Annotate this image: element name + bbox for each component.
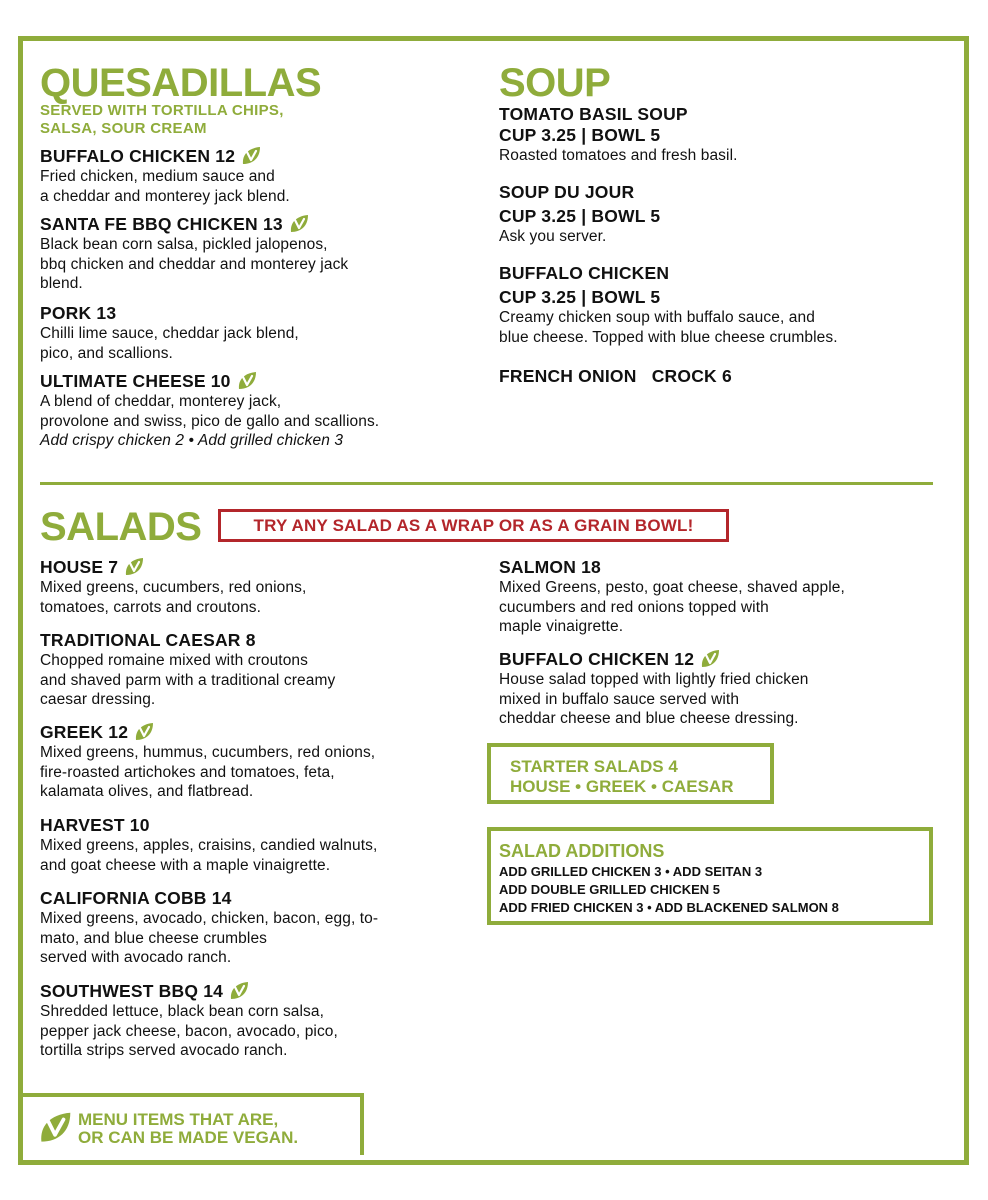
menu-item: [40, 888, 378, 968]
item-addons: Add crispy chicken 2 • Add grilled chicken 3: [40, 432, 344, 450]
menu-item: [499, 649, 809, 729]
item-name: CALIFORNIA COBB 14: [40, 888, 232, 908]
item-description: Mixed greens, cucumbers, red onions, tomatoes, carrots and croutons.: [40, 579, 307, 616]
menu-item: [40, 214, 348, 294]
item-name: HARVEST 10: [40, 815, 150, 835]
item-description: Creamy chicken soup with buffalo sauce, and blue cheese. Topped with blue cheese crumbles.: [499, 309, 838, 346]
vegan-legend-text: MENU ITEMS THAT ARE, OR CAN BE MADE VEGAN.: [78, 1110, 299, 1147]
item-name: SOUP DU JOUR: [499, 182, 635, 202]
item-description: House salad topped with lightly fried chicken mixed in buffalo sauce served with cheddar cheese and blue cheese dressing.: [499, 671, 809, 728]
starter-salads-price: STARTER SALADS 4: [510, 757, 678, 776]
vegan-leaf-icon: [134, 722, 154, 742]
item-description: Chopped romaine mixed with croutons and shaved parm with a traditional creamy caesar dressing.: [40, 652, 336, 709]
menu-item: [499, 182, 660, 247]
menu-item: [40, 815, 377, 875]
menu-item: [499, 263, 838, 347]
item-description: Chilli lime sauce, cheddar jack blend, pico, and scallions.: [40, 325, 299, 362]
item-name: HOUSE 7: [40, 557, 119, 577]
quesadillas-title: QUESADILLAS: [40, 61, 322, 105]
vegan-leaf-icon: [289, 214, 309, 234]
salad-additions-box: [487, 827, 933, 925]
addition-line: ADD FRIED CHICKEN 3 • ADD BLACKENED SALMON 8: [499, 900, 839, 915]
item-name: TRADITIONAL CAESAR 8: [40, 630, 256, 650]
menu-item: [40, 981, 338, 1061]
vegan-leaf-icon: [237, 371, 257, 391]
item-price: CUP 3.25 | BOWL 5: [499, 125, 661, 145]
menu-item: [499, 557, 845, 637]
menu-item: [40, 146, 290, 206]
item-description: Roasted tomatoes and fresh basil.: [499, 147, 738, 164]
starter-salads-box: [487, 743, 774, 804]
item-name: SOUTHWEST BBQ 14: [40, 981, 224, 1001]
addition-line: ADD GRILLED CHICKEN 3 • ADD SEITAN 3: [499, 864, 763, 879]
section-divider: [40, 482, 933, 485]
vegan-leaf-icon: [241, 146, 261, 166]
addition-line: ADD DOUBLE GRILLED CHICKEN 5: [499, 882, 721, 897]
vegan-leaf-icon: [700, 649, 720, 669]
vegan-leaf-icon: [124, 557, 144, 577]
vegan-leaf-icon: [38, 1111, 72, 1145]
item-name: GREEK 12: [40, 722, 129, 742]
soup-title: SOUP: [499, 61, 611, 105]
item-description: Fried chicken, medium sauce and a cheddar and monterey jack blend.: [40, 168, 290, 205]
item-price: CUP 3.25 | BOWL 5: [499, 287, 661, 307]
item-description: Mixed Greens, pesto, goat cheese, shaved apple, cucumbers and red onions topped with maple vinaigrette.: [499, 579, 845, 636]
starter-salads-options: HOUSE • GREEK • CAESAR: [510, 777, 734, 796]
item-name: TOMATO BASIL SOUP: [499, 104, 688, 124]
item-name: BUFFALO CHICKEN 12: [499, 649, 695, 669]
menu-item: [40, 303, 299, 363]
item-name: BUFFALO CHICKEN: [499, 263, 670, 283]
item-description: A blend of cheddar, monterey jack, provolone and swiss, pico de gallo and scallions.: [40, 393, 380, 430]
menu-item: [40, 557, 306, 617]
salads-title: SALADS: [40, 505, 202, 549]
menu-item: [40, 630, 335, 710]
item-description: Mixed greens, apples, craisins, candied walnuts, and goat cheese with a maple vinaigrette.: [40, 837, 378, 874]
menu-item: [499, 104, 738, 166]
salad-additions-title: SALAD ADDITIONS: [499, 841, 665, 861]
item-price: CUP 3.25 | BOWL 5: [499, 206, 661, 226]
menu-item: [40, 371, 379, 451]
item-description: Mixed greens, hummus, cucumbers, red onions, fire-roasted artichokes and tomatoes, feta, kalamata olives, and flatbread.: [40, 744, 376, 801]
item-name: FRENCH ONION CROCK 6: [499, 366, 732, 386]
item-name: SANTA FE BBQ CHICKEN 13: [40, 214, 283, 234]
quesadillas-subtitle: SERVED WITH TORTILLA CHIPS, SALSA, SOUR CREAM: [40, 102, 284, 137]
vegan-legend: [20, 1093, 364, 1155]
menu-item: [40, 722, 375, 802]
item-description: Black bean corn salsa, pickled jalopenos, bbq chicken and cheddar and monterey jack blend.: [40, 236, 349, 293]
menu-item: [499, 366, 732, 387]
item-description: Shredded lettuce, black bean corn salsa, pepper jack cheese, bacon, avocado, pico, tortilla strips served avocado ranch.: [40, 1003, 338, 1060]
vegan-leaf-icon: [229, 981, 249, 1001]
item-name: PORK 13: [40, 303, 117, 323]
item-name: BUFFALO CHICKEN 12: [40, 146, 236, 166]
item-name: SALMON 18: [499, 557, 601, 577]
item-description: Mixed greens, avocado, chicken, bacon, egg, to- mato, and blue cheese crumbles served with avocado ranch.: [40, 910, 379, 967]
item-description: Ask you server.: [499, 228, 607, 245]
wrap-bowl-banner: TRY ANY SALAD AS A WRAP OR AS A GRAIN BOWL!: [218, 509, 729, 542]
item-name: ULTIMATE CHEESE 10: [40, 371, 231, 391]
